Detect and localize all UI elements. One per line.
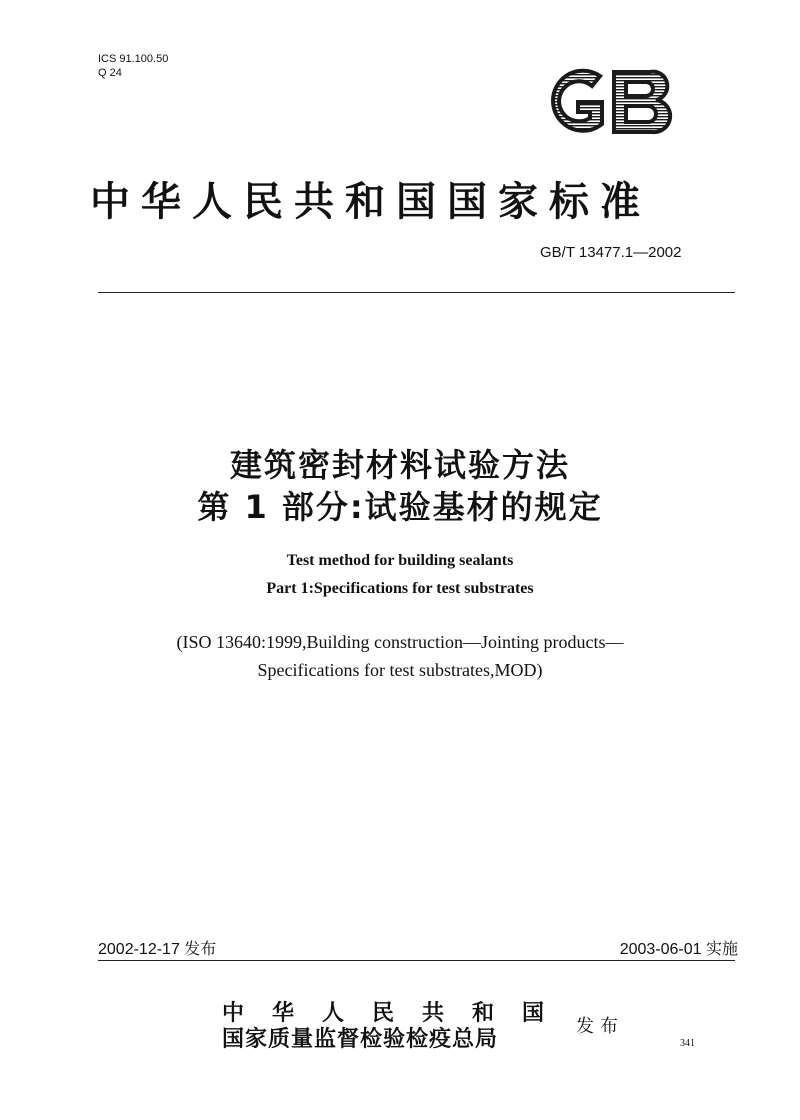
ics-code: ICS 91.100.50 [98,53,169,65]
standard-code: GB/T 13477.1—2002 [540,244,682,261]
issue-date: 2002-12-17 发布 [98,941,217,958]
document-title-zh-line1: 建筑密封材料试验方法 [229,446,570,484]
issuer-action: 发布 [576,1016,624,1037]
page-number: 341 [680,1038,695,1049]
bottom-divider [98,960,735,961]
issuer-line2: 国家质量监督检验检疫总局 [222,1026,499,1052]
ccs-code: Q 24 [98,67,122,79]
gb-logo [540,62,676,146]
document-title-en-line2: Part 1:Specifications for test substrates [266,580,534,597]
issuer-line1: 中华人民共和国 [222,1000,573,1026]
national-standard-title: 中华人民共和国国家标准 [90,178,651,225]
iso-reference-line2: Specifications for test substrates,MOD) [257,660,543,680]
top-divider [98,292,735,293]
effective-date: 2003-06-01 实施 [619,941,738,958]
document-title-zh-line2: 第 1 部分:试验基材的规定 [197,488,603,526]
gb-logo-icon [540,62,676,146]
document-title-en-line1: Test method for building sealants [286,552,514,569]
classification-codes [98,52,168,80]
iso-reference-line1: (ISO 13640:1999,Building construction—Jointing products— [176,632,624,652]
